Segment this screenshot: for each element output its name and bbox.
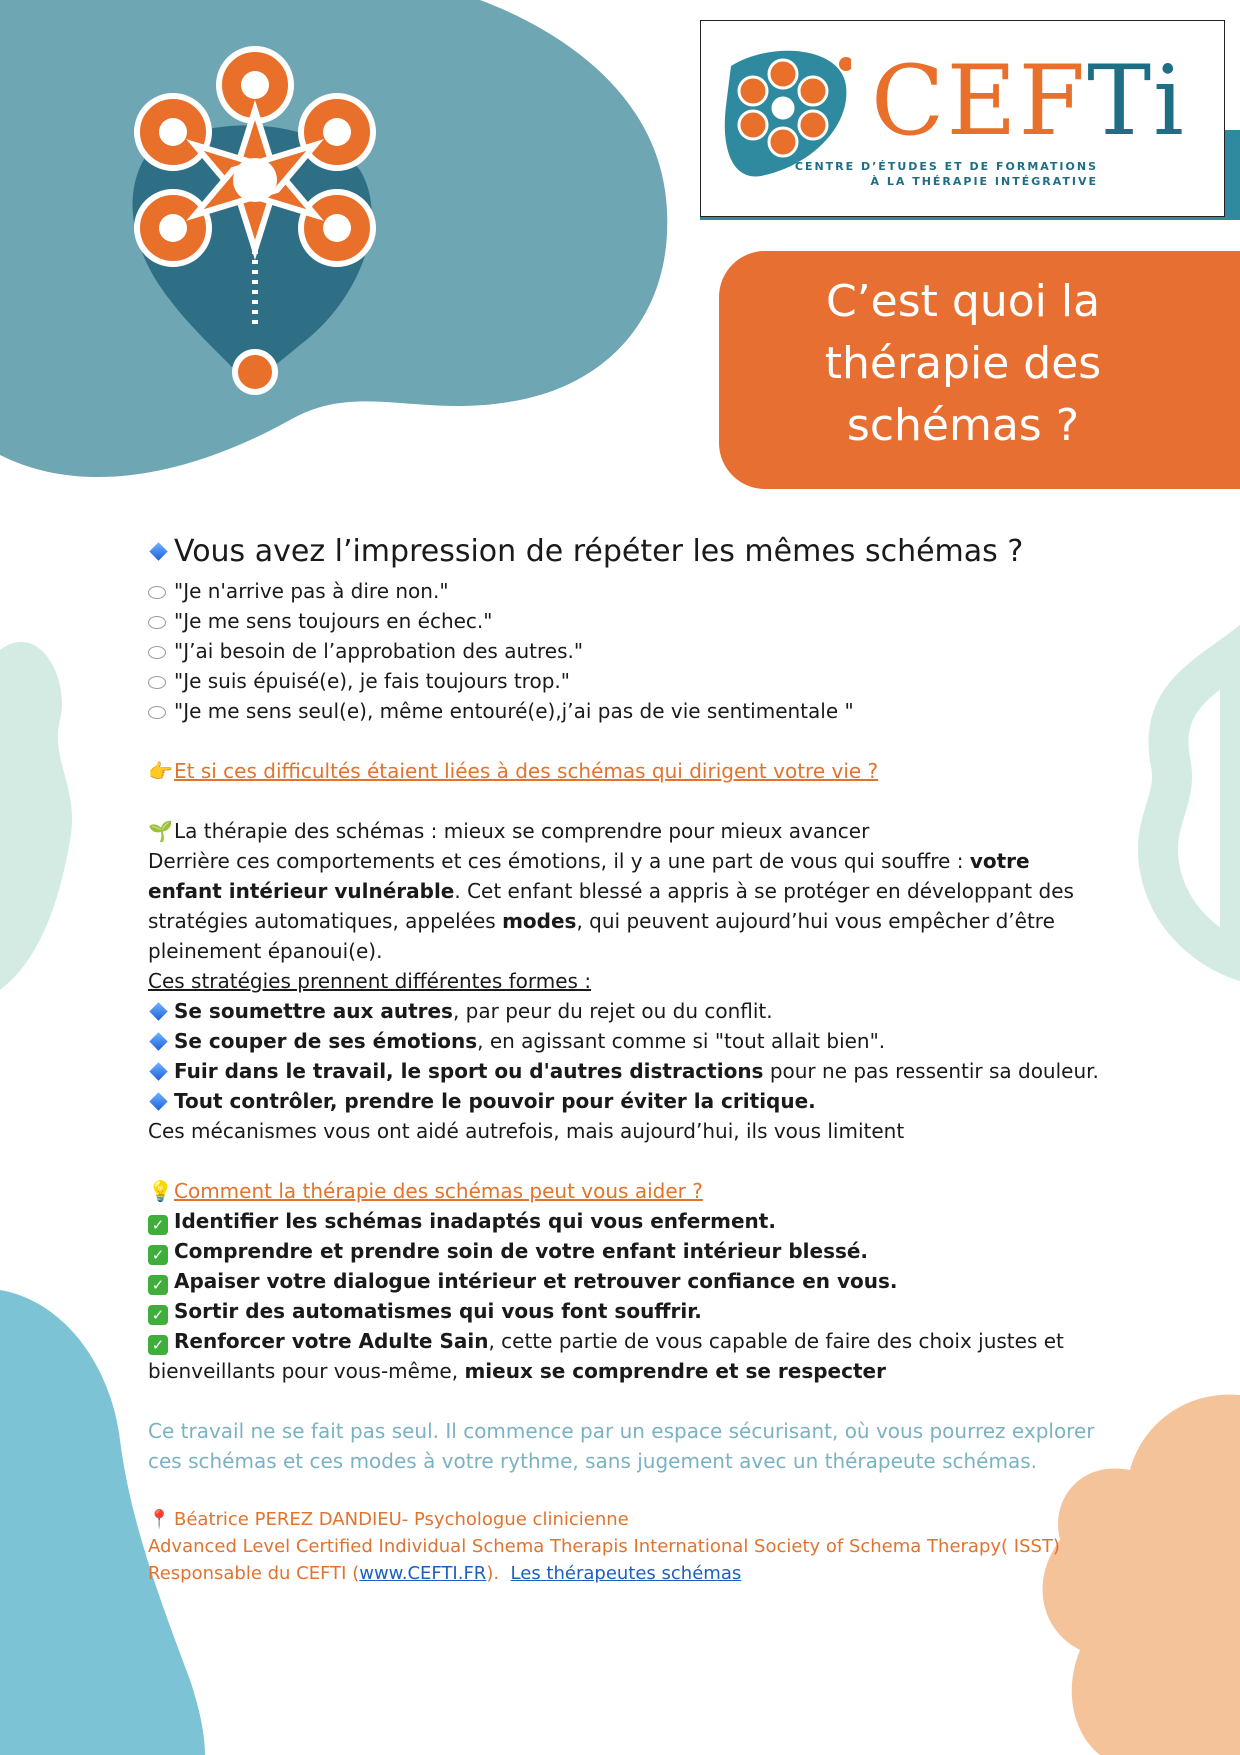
pointing-hand-icon: 👉: [148, 759, 173, 783]
therapists-link[interactable]: Les thérapeutes schémas: [510, 1563, 742, 1584]
help-item-text: Apaiser votre dialogue intérieur et retrouver confiance en vous.: [174, 1269, 898, 1293]
contact-name-text: Béatrice PEREZ DANDIEU- Psychologue clinicienne: [174, 1509, 629, 1530]
hero-card: [719, 251, 1240, 489]
cefti-logo-box: [700, 20, 1225, 217]
quote-item: [148, 696, 1108, 726]
help-last-rest: , cette partie de vous capable de faire des choix justes et bienveillants pour vous-même,: [148, 1329, 1064, 1383]
help-title-text: Comment la thérapie des schémas peut vous aider ?: [174, 1179, 703, 1203]
therapy-p1-e: , qui peuvent aujourd’hui vous empêcher d’être pleinement épanoui(e).: [148, 909, 1055, 963]
strategy-bold: Tout contrôler, prendre le pouvoir pour éviter la critique.: [174, 1089, 816, 1113]
strategy-bold: Fuir dans le travail, le sport ou d'autres distractions: [174, 1059, 764, 1083]
intro-title: [148, 530, 1108, 574]
check-icon: ✓: [148, 1305, 168, 1325]
teal-note: Ce travail ne se fait pas seul. Il commence par un espace sécurisant, où vous pourrez explorer ces schémas et ces modes à votre rythme, sans jugement avec un thérapeute schémas.: [148, 1419, 1095, 1473]
quote-item: [148, 666, 1108, 696]
therapy-p1-a: Derrière ces comportements et ces émotions, il y a une part de vous qui souffre :: [148, 849, 970, 873]
mint-blob-right: [1158, 650, 1240, 960]
strategy-bold: Se soumettre aux autres: [174, 999, 453, 1023]
speech-bubble-icon: [148, 646, 166, 659]
check-icon: ✓: [148, 1245, 168, 1265]
diamond-icon: [149, 1032, 167, 1050]
quote-text: "Je suis épuisé(e), je fais toujours trop.": [174, 669, 570, 693]
hero-title-line2: thérapie des: [824, 338, 1102, 389]
contact-resp-prefix: Responsable du CEFTI (: [148, 1563, 360, 1584]
help-last-bold2: mieux se comprendre et se respecter: [464, 1359, 886, 1383]
contact-resp-suffix: ).: [486, 1563, 500, 1584]
help-item-text: Identifier les schémas inadaptés qui vous enferment.: [174, 1209, 776, 1233]
cefti-site-link[interactable]: www.CEFTI.FR: [359, 1563, 487, 1584]
main-content: [148, 530, 1108, 1587]
hero-title-line3: schémas ?: [846, 400, 1080, 451]
therapy-closing: Ces mécanismes vous ont aidé autrefois, mais aujourd’hui, ils vous limitent: [148, 1119, 905, 1143]
help-item-last: [148, 1326, 1108, 1386]
diamond-icon: [149, 542, 167, 560]
wordmark-orange: CEF: [871, 45, 1088, 157]
help-item: [148, 1296, 1108, 1326]
diamond-icon: [149, 1002, 167, 1020]
help-item: [148, 1236, 1108, 1266]
speech-bubble-icon: [148, 586, 166, 599]
cefti-wordmark: [871, 45, 1186, 157]
check-icon: ✓: [148, 1275, 168, 1295]
question-line: [148, 756, 1108, 786]
help-item-text: Sortir des automatismes qui vous font souffrir.: [174, 1299, 702, 1323]
contact-name: [148, 1506, 1108, 1533]
help-title: [148, 1176, 1108, 1206]
intro-title-text: Vous avez l’impression de répéter les mêmes schémas ?: [174, 534, 1024, 569]
therapy-p1-b: votre enfant intérieur vulnérable: [148, 849, 1030, 903]
diamond-icon: [149, 1062, 167, 1080]
speech-bubble-icon: [148, 616, 166, 629]
therapy-p1-c: . Cet enfant blessé a appris à se protéger en développant des stratégies automatiques, appelées: [148, 879, 1074, 933]
cefti-subtitle-line2: À LA THÉRAPIE INTÉGRATIVE: [870, 175, 1098, 188]
strategy-item: [148, 1056, 1108, 1086]
quote-text: "J’ai besoin de l’approbation des autres.": [174, 639, 584, 663]
diamond-icon: [149, 1092, 167, 1110]
strategy-item: [148, 1026, 1108, 1056]
contact-cert: Advanced Level Certified Individual Schema Therapis International Society of Schema Therapy( ISST): [148, 1536, 1060, 1557]
teal-accent-side: [1225, 130, 1240, 220]
quote-item: [148, 576, 1108, 606]
quote-item: [148, 636, 1108, 666]
seedling-icon: 🌱: [148, 819, 173, 843]
strategy-rest: , en agissant comme si "tout allait bien".: [477, 1029, 886, 1053]
help-item-text: Comprendre et prendre soin de votre enfant intérieur blessé.: [174, 1239, 869, 1263]
check-icon: ✓: [148, 1215, 168, 1235]
strategy-rest: pour ne pas ressentir sa douleur.: [763, 1059, 1099, 1083]
contact-resp: [148, 1560, 1108, 1587]
question-text: Et si ces difficultés étaient liées à des schémas qui dirigent votre vie ?: [174, 759, 879, 783]
strategy-item: [148, 1086, 1108, 1116]
quote-text: "Je n'arrive pas à dire non.": [174, 579, 449, 603]
strategies-title: Ces stratégies prennent différentes formes :: [148, 969, 592, 993]
strategy-item: [148, 996, 1108, 1026]
speech-bubble-icon: [148, 706, 166, 719]
check-icon: ✓: [148, 1335, 168, 1355]
quote-item: [148, 606, 1108, 636]
cefti-subtitle-line1: CENTRE D’ÉTUDES ET DE FORMATIONS: [794, 160, 1098, 173]
quote-text: "Je me sens toujours en échec.": [174, 609, 493, 633]
help-last-bold: Renforcer votre Adulte Sain: [174, 1329, 489, 1353]
help-item: [148, 1206, 1108, 1236]
cefti-subtitle: [795, 159, 1098, 189]
strategy-rest: , par peur du rejet ou du conflit.: [452, 999, 773, 1023]
help-item: [148, 1266, 1108, 1296]
pin-icon: 📍: [148, 1509, 171, 1530]
strategy-bold: Se couper de ses émotions: [174, 1029, 478, 1053]
therapy-paragraph: [148, 846, 1108, 966]
hero-title: [719, 271, 1207, 457]
wordmark-teal: Ti: [1087, 45, 1186, 157]
lightbulb-icon: 💡: [148, 1179, 173, 1203]
therapy-heading: [148, 816, 1108, 846]
speech-bubble-icon: [148, 676, 166, 689]
therapy-p1-d: modes: [502, 909, 577, 933]
quote-text: "Je me sens seul(e), même entouré(e),j’ai pas de vie sentimentale ": [174, 699, 854, 723]
therapy-heading-text: La thérapie des schémas : mieux se comprendre pour mieux avancer: [174, 819, 870, 843]
hero-title-line1: C’est quoi la: [825, 276, 1101, 327]
mint-blob-left: [0, 642, 72, 990]
